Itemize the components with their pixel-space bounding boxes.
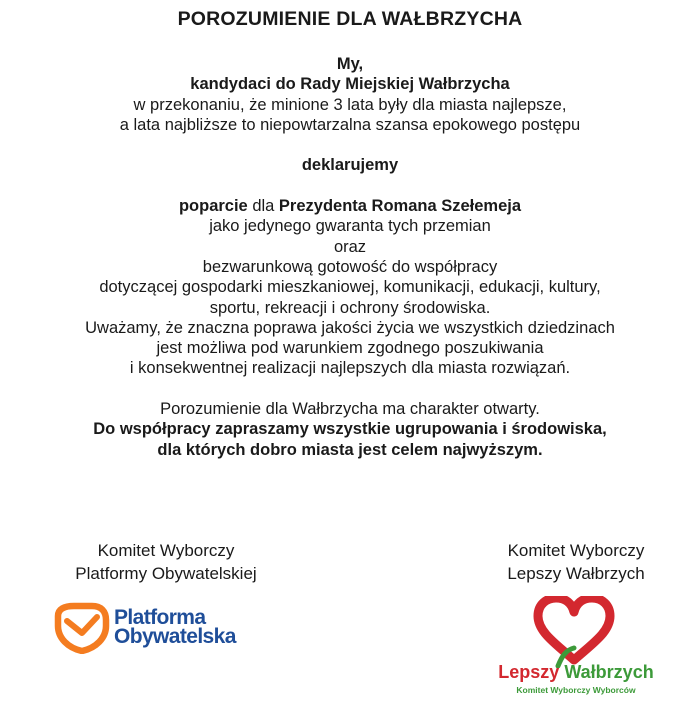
support-bold-word: poparcie	[178, 197, 248, 216]
signature-lw-line-2: Lepszy Wałbrzych	[507, 563, 645, 583]
po-wordmark-line-1: Platforma	[114, 606, 206, 629]
support-line-4: bezwarunkową gotowość do współpracy	[202, 257, 498, 276]
support-line-9: i konsekwentnej realizacji najlepszych dla miasta rozwiązań.	[129, 359, 571, 378]
support-line-8: jest możliwa pod warunkiem zgodnego poszukiwania	[156, 339, 544, 358]
platforma-obywatelska-logo	[52, 600, 262, 660]
signature-lw	[466, 540, 686, 585]
closing-line-2: Do współpracy zapraszamy wszystkie ugrupowania i środowiska,	[93, 420, 607, 439]
support-line-1	[0, 196, 700, 216]
intro-line-2: kandydaci do Rady Miejskiej Wałbrzycha	[190, 75, 510, 94]
support-line-7: Uważamy, że znaczna poprawa jakości życia we wszystkich dziedzinach	[85, 318, 615, 337]
support-line-6: sportu, rekreacji i ochrony środowiska.	[209, 298, 491, 317]
lepszy-walbrzych-logo	[486, 596, 666, 706]
intro-line-3: w przekonaniu, że minione 3 lata były dla miasta najlepsze,	[133, 95, 567, 114]
support-line-3: oraz	[333, 237, 367, 256]
support-line-5: dotyczącej gospodarki mieszkaniowej, komunikacji, edukacji, kultury,	[99, 278, 601, 297]
president-name: Prezydenta Romana Szełemeja	[278, 197, 522, 216]
lw-wordmark	[486, 662, 666, 683]
support-connector: dla	[247, 197, 279, 216]
po-wordmark	[114, 608, 236, 646]
po-emblem-icon	[52, 602, 110, 654]
signature-po-line-2: Platformy Obywatelskiej	[75, 563, 257, 583]
support-line-2: jako jedynego gwaranta tych przemian	[209, 217, 491, 236]
intro-line-1: My,	[336, 55, 364, 73]
lw-wordmark-word-1: Lepszy	[498, 662, 560, 682]
po-wordmark-line-2: Obywatelska	[114, 625, 236, 648]
signature-po-line-1: Komitet Wyborczy	[97, 541, 235, 560]
signature-lw-line-1: Komitet Wyborczy	[507, 541, 645, 560]
closing-line-3: dla których dobro miasta jest celem najwyższym.	[157, 440, 543, 459]
signature-po	[36, 540, 296, 585]
intro-line-4: a lata najbliższe to niepowtarzalna szansa epokowego postępu	[119, 115, 581, 134]
declaration-body	[0, 54, 700, 460]
closing-line-1: Porozumienie dla Wałbrzycha ma charakter otwarty.	[160, 400, 540, 419]
heart-icon	[486, 596, 666, 668]
lw-wordmark-word-2: Wałbrzych	[564, 662, 654, 682]
lw-subtitle: Komitet Wyborczy Wyborców	[516, 685, 636, 695]
document-title: POROZUMIENIE DLA WAŁBRZYCHA	[177, 8, 523, 30]
declaration-word: deklarujemy	[301, 156, 399, 175]
